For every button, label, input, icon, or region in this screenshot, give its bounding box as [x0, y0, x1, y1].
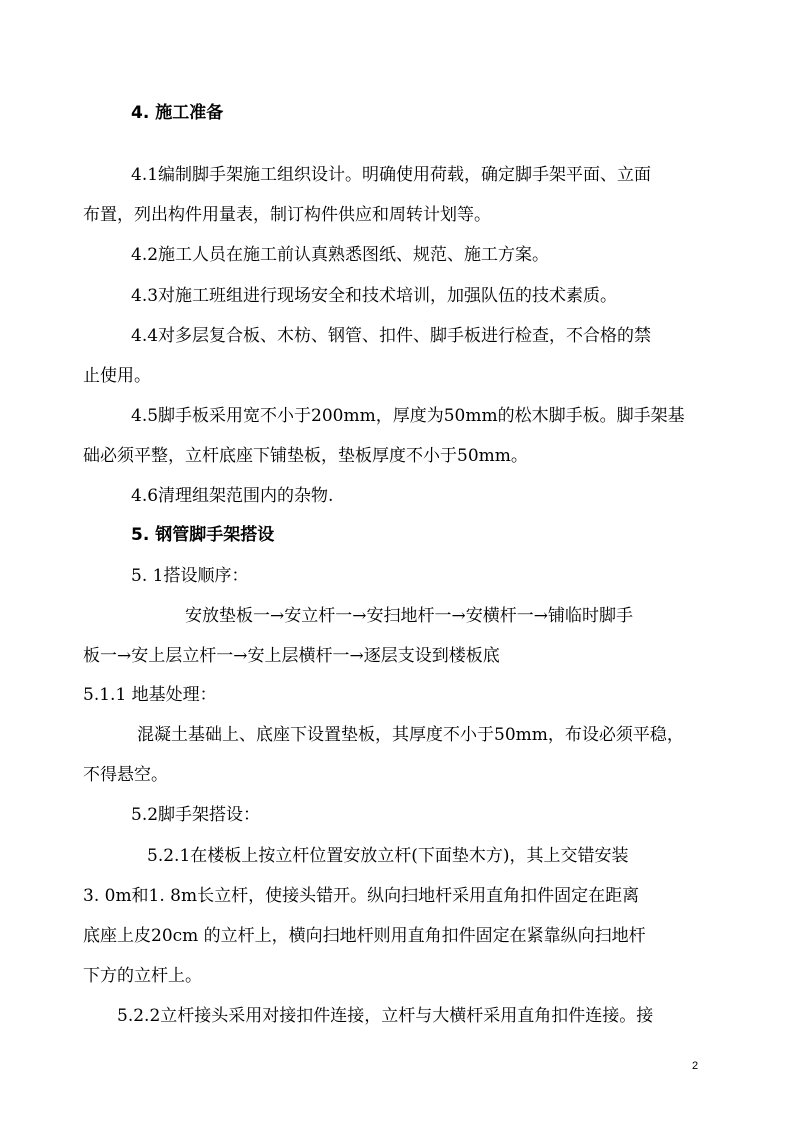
- paragraph-5-2-1-line-2: 3. 0m和1. 8m长立杆，使接头错开。纵向扫地杆采用直角扣件固定在距离: [83, 886, 640, 906]
- paragraph-4-2: 4.2施工人员在施工前认真熟悉图纸、规范、施工方案。: [131, 245, 550, 265]
- paragraph-4-1-line-2: 布置，列出构件用量表，制订构件供应和周转计划等。: [83, 205, 491, 225]
- section-heading-4: 4. 施工准备: [131, 103, 224, 123]
- sequence-line-2: 板一→安上层立杆一→安上层横杆一→逐层支设到楼板底: [83, 646, 500, 666]
- subsection-5-1-1: 5.1.1 地基处理：: [83, 685, 217, 705]
- paragraph-4-1-line-1: 4.1编制脚手架施工组织设计。明确使用荷载，确定脚手架平面、立面: [131, 165, 652, 185]
- paragraph-5-2-1-line-4: 下方的立杆上。: [83, 966, 202, 986]
- paragraph-5-1-1-line-1: 混凝土基础上、底座下设置垫板，其厚度不小于50mm，布设必须平稳，: [137, 725, 684, 745]
- section-heading-5: 5. 钢管脚手架搭设: [131, 525, 275, 545]
- paragraph-4-3: 4.3对施工班组进行现场安全和技术培训，加强队伍的技术素质。: [131, 286, 618, 306]
- sequence-line-1: 安放垫板一→安立杆一→安扫地杆一→安横杆一→铺临时脚手: [185, 606, 633, 626]
- paragraph-4-6: 4.6清理组架范围内的杂物.: [131, 486, 334, 506]
- paragraph-4-5-line-2: 础必须平整，立杆底座下铺垫板，垫板厚度不小于50mm。: [83, 446, 528, 466]
- paragraph-5-2-2-line-1: 5.2.2立杆接头采用对接扣件连接，立杆与大横杆采用直角扣件连接。接: [117, 1006, 654, 1026]
- paragraph-5-2-1-line-1: 5.2.1在楼板上按立杆位置安放立杆(下面垫木方)，其上交错安装: [147, 846, 629, 866]
- paragraph-4-4-line-1: 4.4对多层复合板、木枋、钢管、扣件、脚手板进行检查，不合格的禁: [131, 326, 652, 346]
- paragraph-5-2-1-line-3: 底座上皮20cm 的立杆上，横向扫地杆则用直角扣件固定在紧靠纵向扫地杆: [83, 926, 646, 946]
- paragraph-4-4-line-2: 止使用。: [83, 366, 151, 386]
- page-number: 2: [692, 1060, 699, 1072]
- paragraph-5-1: 5. 1搭设顺序：: [131, 566, 249, 586]
- paragraph-5-1-1-line-2: 不得悬空。: [83, 765, 168, 785]
- paragraph-5-2: 5.2脚手架搭设：: [131, 805, 261, 825]
- paragraph-4-5-line-1: 4.5脚手板采用宽不小于200mm，厚度为50mm的松木脚手板。脚手架基: [131, 406, 685, 426]
